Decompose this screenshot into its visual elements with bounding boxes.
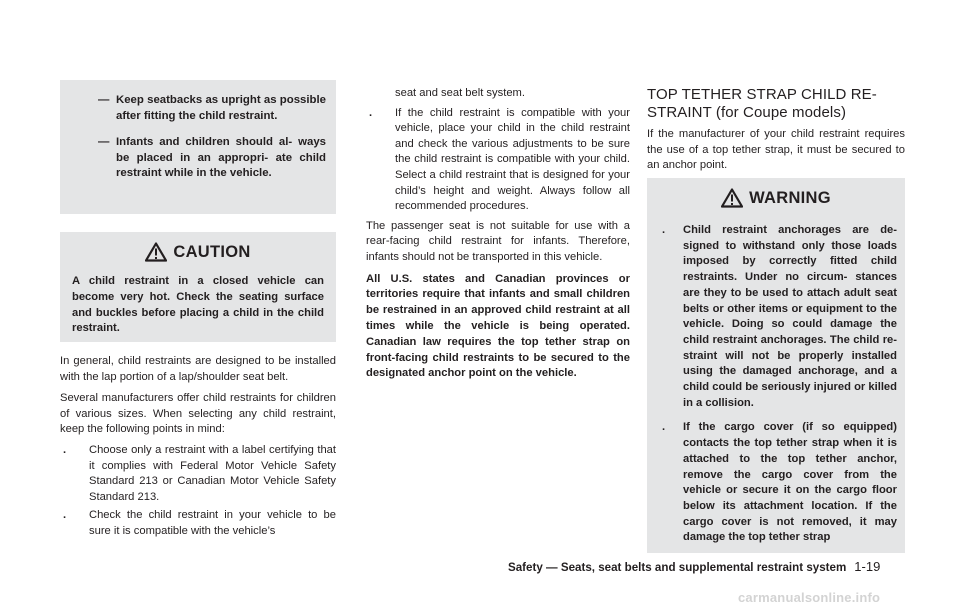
bullet-text: If the child restraint is compatible with your vehicle, place your child in the child restraint and check the various adjustments to be sure the child restraint is compatible with your child. Select a child restraint that is designed for your child’s height and weight. Always follow all recommended procedures. [395,106,630,213]
warning-bullet-text: Child restraint anchorages are de- signed to withstand only those loads imposed by correctly fitted child restraints. Under no circum- stances are they to be used to attach adult seat belts or other items or equipment to the vehicle. Doing so could damage the child restraint anchorages. The child re- straint will not be properly installed using the damaged anchorage, and a child could be seriously injured or killed in a collision. [683,224,897,409]
dash-item-text: Infants and children should al- ways be placed in an appropri- ate child restraint while in the vehicle. [116,136,326,180]
column-1-body [60,354,336,540]
paragraph: In general, child restraints are designed to be installed with the lap portion of a lap/shoulder seat belt. [60,355,336,383]
dash-item [60,93,336,124]
warning-bullet-text: If the cargo cover (if so equipped) contacts the top tether strap when it is attached to the top tether anchor, remove the cargo cover from the vehicle or secure it on the cargo floor below its attachment location. If the cargo cover is not removed, it may damage the top tether strap [683,421,897,544]
bullet-glyph: . [63,443,67,456]
section-heading: STRAINT (for Coupe models) [647,104,847,121]
dash-list [60,93,336,193]
bold-paragraph: All U.S. states and Canadian provinces or territories require that infants and small children be restrained in an approved child restraint at all times while the vehicle is being operated. Canadian law requires the top tether strap on front-facing child restraints to be secured to the designated anchor point on the vehicle. [366,272,630,380]
column-2-body [366,86,630,382]
warning-triangle-icon [721,188,743,208]
bullet-item [60,508,336,539]
watermark: carmanualsonline.info [738,590,881,605]
paragraph: Several manufacturers offer child restraints for children of various sizes. When selecting any child restraint, keep the following points in mind: [60,392,336,436]
caution-section [60,242,336,337]
warning-section [647,188,905,546]
bullet-glyph: . [369,106,373,119]
bullet-text: Check the child restraint in your vehicle to be sure it is compatible with the vehicle’s [89,509,336,537]
section-heading: TOP TETHER STRAP CHILD RE- [647,86,877,103]
warning-bullet [647,223,905,411]
bullet-glyph: . [63,509,67,522]
bullet-glyph: . [662,421,666,434]
bullet-item [60,443,336,505]
dash-item [60,135,336,182]
column-3-top [647,86,905,174]
warning-triangle-icon [145,242,167,262]
caution-title: CAUTION [173,242,251,261]
paragraph: seat and seat belt system. [395,87,525,99]
dash-glyph: — [98,94,110,106]
page-number: 1-19 [854,559,881,574]
dash-glyph: — [98,136,110,149]
dash-item-text: Keep seatbacks as upright as possible after fitting the child restraint. [116,94,326,122]
caution-text: A child restraint in a closed vehicle can become very hot. Check the seating surface and buckles before placing a child in the child restraint. [72,275,324,335]
paragraph: If the manufacturer of your child restraint requires the use of a top tether strap, it must be secured to an anchor point. [647,128,905,172]
warning-title: WARNING [749,188,831,207]
warning-bullet [647,420,905,546]
caution-header [60,242,336,262]
bullet-text: Choose only a restraint with a label certifying that it complies with Federal Motor Vehicle Safety Standard 213 or Canadian Motor Vehicle Safety Standard 213. [89,443,336,503]
bullet-glyph: . [662,224,666,236]
bullet-item [366,106,630,215]
paragraph: The passenger seat is not suitable for use with a rear-facing child restraint for infants. Therefore, infants should not be transported in this vehicle. [366,219,630,263]
page-footer [508,559,880,574]
warning-header [647,188,905,208]
footer-section-title: Safety — Seats, seat belts and supplemental restraint system [508,561,847,574]
